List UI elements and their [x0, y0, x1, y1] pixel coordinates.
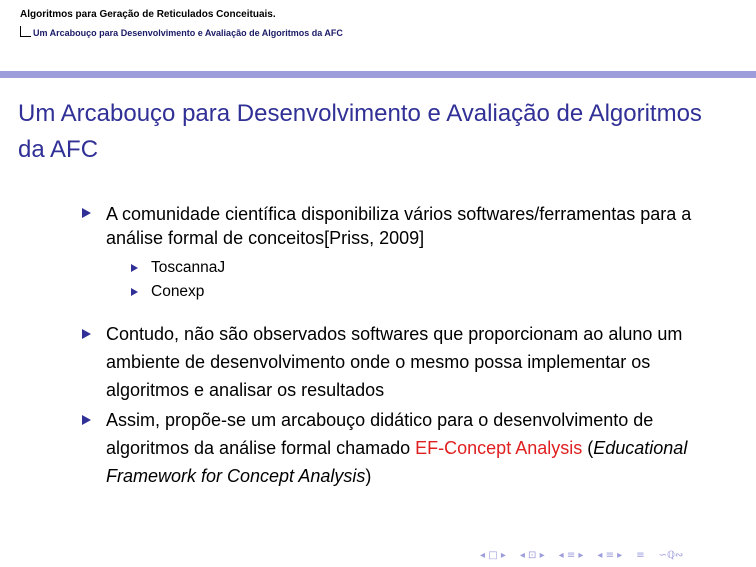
- bullet-text: Contudo, não são observados softwares que proporcionam ao aluno um ambiente de desenvolvimento onde o mesmo possa implementar os algoritmos e analisar os resultados: [106, 324, 683, 400]
- bullet-item: [78, 406, 718, 490]
- paren-close: ): [365, 466, 372, 486]
- triangle-bullet-icon: [82, 415, 91, 425]
- bullet-text: A comunidade científica disponibiliza vários softwares/ferramentas para a análise formal de conceitos[Priss, 2009]: [106, 204, 692, 248]
- tree-connector: [20, 26, 31, 37]
- header-rule: [0, 71, 756, 78]
- paren-open: (: [587, 438, 594, 458]
- nav-search-icon[interactable]: ∽ℚ∾: [658, 549, 684, 561]
- triangle-bullet-icon: [82, 329, 91, 339]
- triangle-bullet-icon: [131, 264, 138, 272]
- beamer-navigation: [480, 548, 750, 562]
- sub-item-text: Conexp: [151, 283, 205, 300]
- slide-content: [78, 202, 718, 490]
- nav-prev-icon[interactable]: ◂ ⊡ ▸: [519, 549, 545, 561]
- framework-name: EF-Concept Analysis: [415, 438, 583, 458]
- nav-last-icon[interactable]: ◂ ≡ ▸: [597, 549, 623, 561]
- bullet-item: [78, 202, 718, 304]
- framework-full-name: Educational Framework for Concept Analysis: [106, 438, 688, 486]
- nav-first-icon[interactable]: ◂ □ ▸: [480, 549, 506, 561]
- nav-next-icon[interactable]: ◂ ≡ ▸: [558, 549, 584, 561]
- bullet-item: [78, 320, 718, 404]
- nav-align-icon[interactable]: ≡: [636, 549, 645, 561]
- bullet-text: Assim, propõe-se um arcabouço didático para o desenvolvimento de algoritmos da análise formal chamado: [106, 410, 654, 458]
- sub-list: [106, 256, 718, 304]
- triangle-bullet-icon: [131, 288, 138, 296]
- slide-title: Um Arcabouço para Desenvolvimento e Avaliação de Algoritmos da AFC: [18, 100, 702, 163]
- header-subtitle-text: Um Arcabouço para Desenvolvimento e Avaliação de Algoritmos da AFC: [33, 28, 343, 38]
- triangle-bullet-icon: [82, 208, 91, 218]
- sub-item: [106, 280, 718, 304]
- header-title: Algoritmos para Geração de Reticulados Conceituais.: [20, 9, 276, 20]
- sub-item-text: ToscannaJ: [151, 259, 226, 276]
- header-subtitle: [20, 28, 343, 38]
- sub-item: [106, 256, 718, 280]
